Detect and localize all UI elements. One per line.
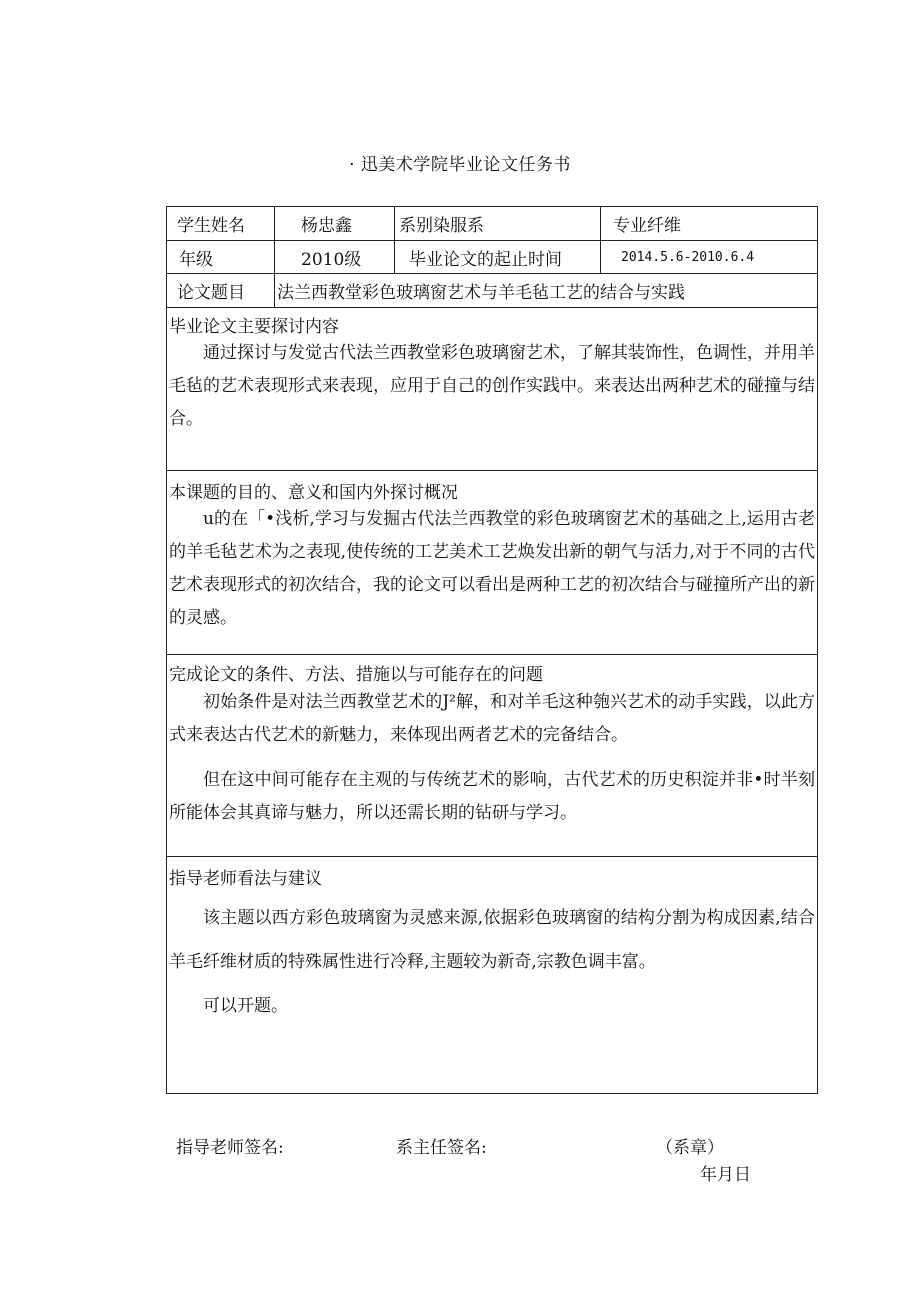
date-label: 年月日: [700, 1165, 751, 1185]
thesis-period-value: 2014.5.6-2010.6.4: [621, 249, 755, 265]
section-body: [169, 686, 815, 830]
form-row-topic: [167, 274, 817, 308]
section-heading: 指导老师看法与建议: [169, 869, 322, 889]
thesis-period-label: 毕业论文的起止时间: [395, 241, 601, 273]
section-heading: 完成论文的条件、方法、措施以与可能存在的问题: [169, 665, 543, 685]
section-body: [169, 896, 815, 1028]
thesis-topic-label: 论文题目: [167, 274, 275, 307]
paragraph: 可以开题。: [203, 996, 288, 1016]
paragraph: 该主题以西方彩色玻璃窗为灵感来源,依据彩色玻璃窗的结构分割为构成因素,结合羊毛纤维材质的特殊属性进行冷释,主题较为新奇,宗教色调丰富。: [169, 908, 815, 972]
section-heading: 本课题的目的、意义和国内外探讨概况: [169, 483, 458, 503]
department-field: 系别染服系: [395, 207, 601, 240]
paragraph: 通过探讨与发觉古代法兰西教堂彩色玻璃窗艺术，了解其装饰性，色调性，并用羊毛毡的艺术表现形式来表现，应用于自己的创作实践中。来表达出两种艺术的碰撞与结合。: [169, 343, 815, 429]
grade-label: 年级: [167, 241, 275, 273]
student-name-value: 杨忠鑫: [275, 207, 395, 240]
paragraph: u的在「•浅析,学习与发掘古代法兰西教堂的彩色玻璃窗艺术的基础之上,运用古老的羊毛毡艺术为之表现,使传统的工艺美术工艺焕发出新的朝气与活力,对于不同的古代艺术表现形式的初次结合，我的论文可以看出是两种工艺的初次结合与碰撞所产出的新的灵感。: [169, 509, 815, 628]
department-stamp-label: （系章）: [656, 1138, 724, 1158]
paragraph: 但在这中间可能存在主观的与传统艺术的影响，古代艺术的历史积淀并非•时半刻所能体会其真谛与魅力，所以还需长期的钻研与学习。: [169, 770, 815, 823]
paragraph: 初始条件是对法兰西教堂艺术的J²解，和对羊毛这种匏兴艺术的动手实践，以此方式来表达古代艺术的新魅力，来体现出两者艺术的完备结合。: [169, 692, 815, 745]
form-row-grade: [167, 241, 817, 274]
dean-signature-label: 系主任签名:: [396, 1138, 487, 1158]
section-body: [169, 337, 815, 436]
grade-value: 2010级: [275, 241, 395, 273]
thesis-topic-value: 法兰西教堂彩色玻璃窗艺术与羊毛毡工艺的结合与实践: [277, 283, 685, 303]
section-conditions: [167, 656, 817, 857]
section-purpose: [167, 472, 817, 655]
section-advisor-opinion: [167, 858, 817, 1093]
section-heading: 毕业论文主要探讨内容: [169, 317, 339, 337]
task-form-table: [166, 206, 818, 1094]
major-field: 专业纤维: [613, 216, 681, 236]
form-row-student: [167, 207, 817, 241]
document-title: · 迅美术学院毕业论文任务书: [349, 155, 571, 175]
section-main-content: [167, 308, 817, 471]
student-name-label: 学生姓名: [167, 207, 275, 240]
advisor-signature-label: 指导老师签名:: [176, 1138, 284, 1158]
section-body: [169, 503, 815, 635]
